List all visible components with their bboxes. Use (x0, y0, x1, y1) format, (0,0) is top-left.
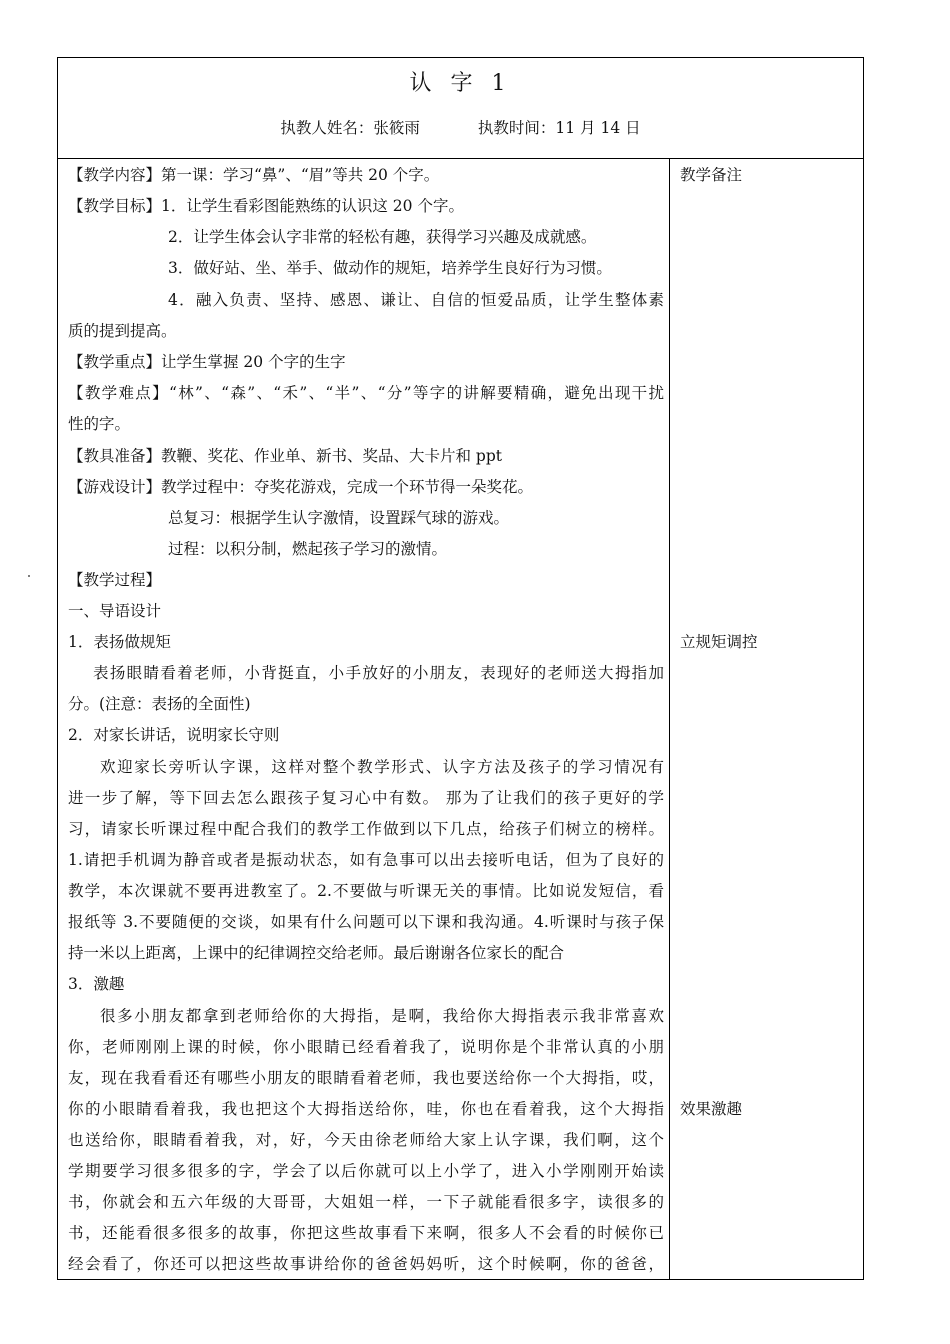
teaching-notes-column (670, 158, 863, 1279)
content-line: 过程：以积分制，燃起孩子学习的激情。 (168, 540, 448, 558)
content-line: 【游戏设计】教学过程中：夺奖花游戏，完成一个环节得一朵奖花。 (68, 478, 534, 496)
note-item: 效果激趣 (680, 1100, 743, 1118)
teacher-name: 执教人姓名：张筱雨 (280, 119, 420, 137)
content-line: 你的小眼睛看着我，我也把这个大拇指送给你，哇，你也在看着我，这个大拇指 (68, 1100, 664, 1118)
subsection-heading: 1．表扬做规矩 (68, 633, 171, 651)
meta-row (58, 116, 863, 138)
content-line: 【教学重点】让学生掌握 20 个字的生字 (68, 353, 346, 371)
subsection-heading: 2．对家长讲话，说明家长守则 (68, 726, 280, 744)
content-line: 你，老师刚刚上课的时候，你小眼睛已经看着我了，说明你是个非常认真的小朋 (68, 1038, 664, 1056)
content-line: 进一步了解，等下回去怎么跟孩子复习心中有数。 那为了让我们的孩子更好的学 (68, 789, 664, 807)
content-line: 质的提到提高。 (68, 322, 177, 340)
content-line: 习，请家长听课过程中配合我们的教学工作做到以下几点，给孩子们树立的榜样。 (68, 820, 664, 838)
content-line: 性的字。 (68, 415, 131, 433)
header-row (58, 58, 863, 159)
stray-dot (28, 575, 30, 577)
content-line: 表扬眼睛看着老师，小背挺直，小手放好的小朋友，表现好的老师送大拇指加 (93, 664, 664, 682)
content-line: 学期要学习很多很多的字，学会了以后你就可以上小学了，进入小学刚刚开始读 (68, 1162, 664, 1180)
section-heading: 一、导语设计 (68, 602, 162, 620)
subsection-heading: 3．激趣 (68, 975, 125, 993)
page-title: 认 字 1 (409, 71, 512, 96)
content-line: 友，现在我看看还有哪些小朋友的眼睛看着老师，我也要送给你一个大拇指，哎， (68, 1069, 664, 1087)
content-line: 【教具准备】教鞭、奖花、作业单、新书、奖品、大卡片和 ppt (68, 447, 503, 465)
section-heading: 【教学过程】 (68, 571, 162, 589)
content-line: 1.请把手机调为静音或者是振动状态，如有急事可以出去接听电话，但为了良好的 (68, 851, 664, 869)
content-line: 欢迎家长旁听认字课，这样对整个教学形式、认字方法及孩子的学习情况有 (100, 758, 664, 776)
content-line: 书，还能看很多很多的故事，你把这些故事看下来啊，很多人不会看的时候你已 (68, 1224, 664, 1242)
content-line: 2．让学生体会认字非常的轻松有趣，获得学习兴趣及成就感。 (168, 228, 597, 246)
content-line: 经会看了，你还可以把这些故事讲给你的爸爸妈妈听，这个时候啊，你的爸爸， (68, 1255, 664, 1273)
content-line: 【教学目标】1．让学生看彩图能熟练的认识这 20 个字。 (68, 197, 464, 215)
content-line: 书，你就会和五六年级的大哥哥，大姐姐一样，一下子就能看很多字，读很多的 (68, 1193, 664, 1211)
notes-header: 教学备注 (680, 166, 743, 184)
note-item: 立规矩调控 (680, 633, 758, 651)
content-line: 很多小朋友都拿到老师给你的大拇指，是啊，我给你大拇指表示我非常喜欢 (100, 1007, 664, 1025)
content-line: 持一米以上距离，上课中的纪律调控交给老师。最后谢谢各位家长的配合 (68, 944, 565, 962)
content-line: 也送给你，眼睛看着我，对，好，今天由徐老师给大家上认字课，我们啊，这个 (68, 1131, 664, 1149)
content-line: 【教学内容】第一课：学习“鼻”、“眉”等共 20 个字。 (68, 166, 440, 184)
content-line: 【教学难点】“林”、“森”、“禾”、“半”、“分”等字的讲解要精确，避免出现干扰 (68, 384, 664, 402)
content-line: 3．做好站、坐、举手、做动作的规矩，培养学生良好行为习惯。 (168, 259, 612, 277)
content-line: 4．融入负责、坚持、感恩、谦让、自信的恒爱品质，让学生整体素 (168, 291, 664, 309)
content-line: 教学，本次课就不要再进教室了。2.不要做与听课无关的事情。比如说发短信，看 (68, 882, 664, 900)
lesson-content-column (58, 158, 670, 1279)
content-line: 报纸等 3.不要随便的交谈，如果有什么问题可以下课和我沟通。4.听课时与孩子保 (68, 913, 664, 931)
teaching-date: 执教时间：11 月 14 日 (477, 119, 641, 137)
content-line: 分。(注意：表扬的全面性) (68, 695, 251, 713)
content-line: 总复习：根据学生认字激情，设置踩气球的游戏。 (168, 509, 510, 527)
lesson-plan-table (57, 57, 864, 1280)
